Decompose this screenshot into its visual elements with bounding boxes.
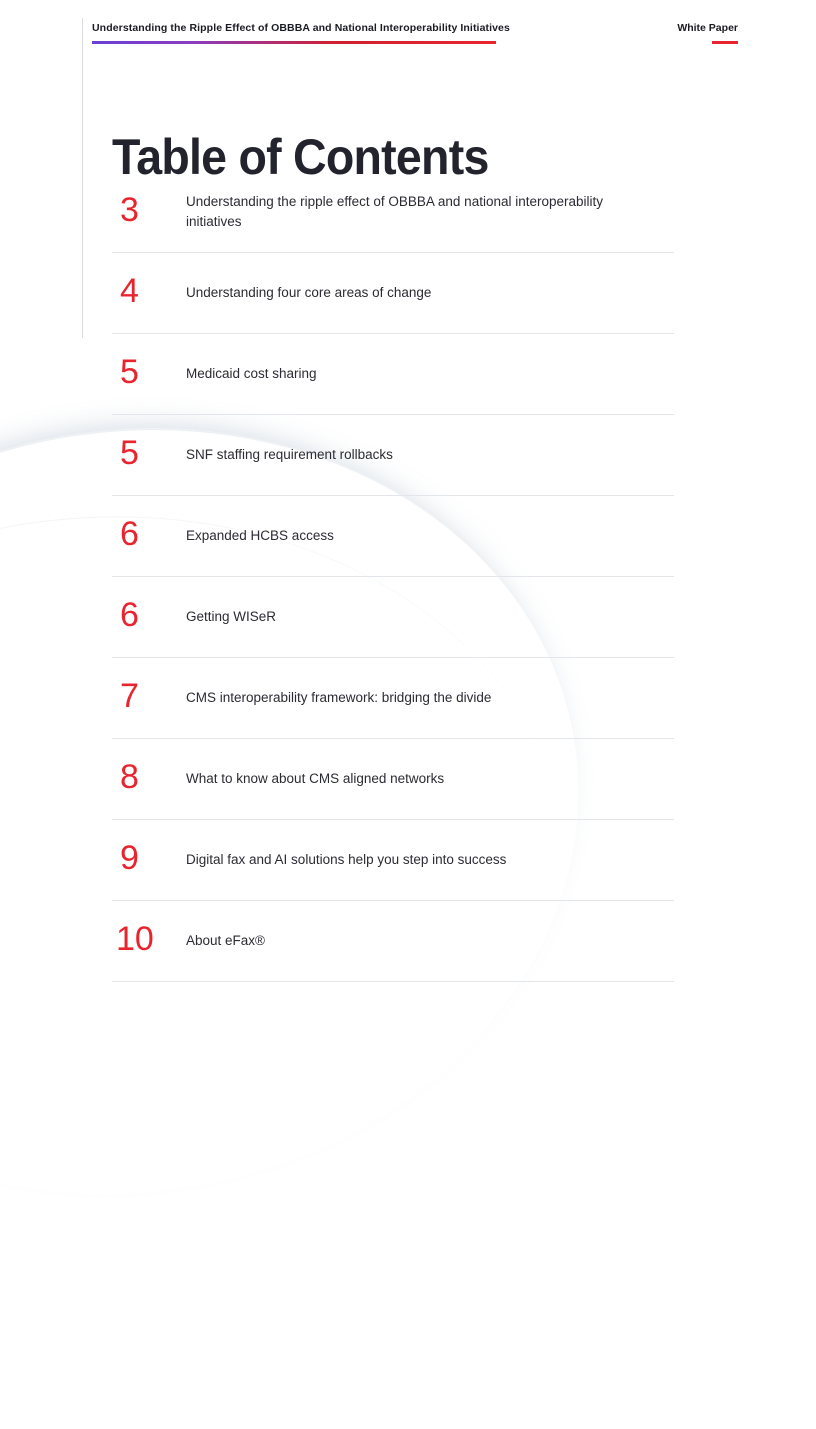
table-of-contents [112, 172, 674, 982]
toc-page-number: 4 [120, 272, 139, 310]
toc-page-number: 6 [120, 515, 139, 553]
toc-entry[interactable] [112, 496, 674, 577]
toc-entry-label: Understanding four core areas of change [186, 285, 432, 301]
toc-entry-label: About eFax® [186, 933, 265, 949]
toc-entry-label: Expanded HCBS access [186, 528, 334, 544]
toc-page-number: 6 [120, 596, 139, 634]
toc-entry-label: CMS interoperability framework: bridging the divide [186, 690, 492, 706]
toc-entry-label: Understanding the ripple effect of OBBBA and national interoperability initiatives [186, 194, 604, 229]
header-gradient-rule [92, 41, 496, 44]
toc-entry-label: What to know about CMS aligned networks [186, 771, 445, 787]
toc-entry[interactable] [112, 820, 674, 901]
toc-page-number: 5 [120, 434, 139, 472]
toc-page-number: 3 [120, 191, 139, 229]
toc-entry-label: Medicaid cost sharing [186, 366, 317, 382]
header-document-title: Understanding the Ripple Effect of OBBBA and National Interoperability Initiatives [92, 22, 510, 34]
toc-entry-label: Digital fax and AI solutions help you step into success [186, 852, 507, 868]
toc-entry[interactable] [112, 739, 674, 820]
page-title: Table of Contents [112, 128, 489, 185]
toc-entry[interactable] [112, 658, 674, 739]
toc-entry-label: SNF staffing requirement rollbacks [186, 447, 393, 463]
toc-entry[interactable] [112, 901, 674, 982]
toc-page-number: 5 [120, 353, 139, 391]
toc-entry[interactable] [112, 577, 674, 658]
document-header [0, 0, 816, 58]
toc-page-number: 10 [116, 920, 154, 958]
toc-entry-label: Getting WISeR [186, 609, 277, 625]
toc-entry[interactable] [112, 334, 674, 415]
toc-page-number: 8 [120, 758, 139, 796]
header-document-type: White Paper [677, 22, 738, 34]
toc-entry[interactable] [112, 253, 674, 334]
toc-entry[interactable] [112, 172, 674, 253]
toc-page-number: 7 [120, 677, 139, 715]
toc-page-number: 9 [120, 839, 139, 877]
header-doc-type-rule [712, 41, 738, 44]
left-vertical-rule [82, 18, 83, 338]
toc-entry[interactable] [112, 415, 674, 496]
